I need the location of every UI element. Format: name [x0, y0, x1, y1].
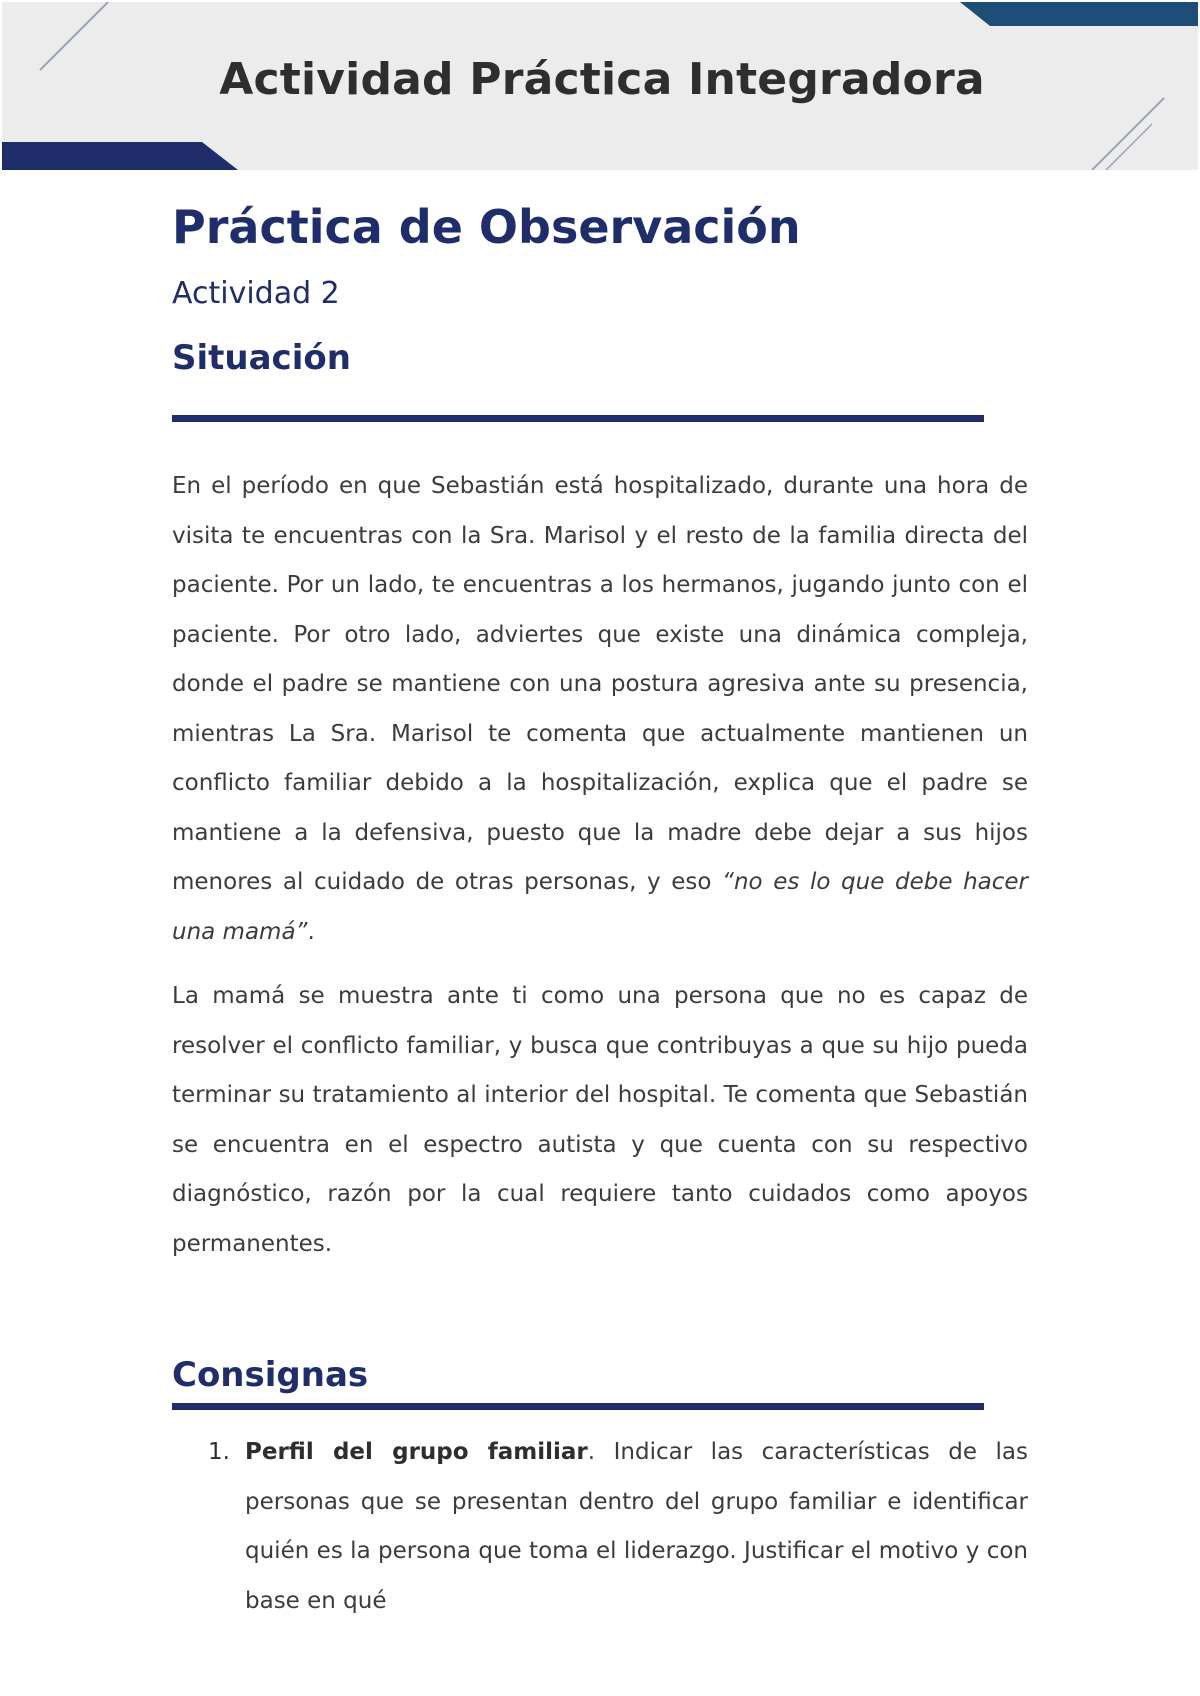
header-title: Actividad Práctica Integradora [219, 54, 985, 105]
decor-wedge-left [2, 142, 238, 170]
document-subtitle: Actividad 2 [172, 276, 340, 311]
paragraph-text: En el período en que Sebastián está hospitalizado, durante una hora de visita te encuentras con la Sra. Marisol y el resto de la familia directa del paciente. Por un lado, te encuentras a los hermanos, jugando junto con el paciente. Por otro lado, adviertes que existe una dinámica compleja, donde el padre se mantiene con una postura agresiva ante su presencia, mientras La Sra. Marisol te comenta que actualmente mantienen un conflicto familiar debido a la hospitalización, explica que el padre se mantiene a la defensiva, puesto que la madre debe dejar a sus hijos menores al cuidado de otras personas, y eso [172, 473, 1028, 895]
document-title: Práctica de Observación [172, 200, 801, 254]
instructions-heading: Consignas [172, 1355, 369, 1395]
decor-line [1092, 98, 1164, 170]
situation-paragraph-1 [172, 462, 1028, 957]
instruction-item [172, 1428, 1028, 1626]
decor-line [58, 12, 98, 52]
item-lead: Perfil del grupo familiar [245, 1439, 588, 1465]
item-number: 1. [208, 1439, 230, 1465]
paragraph-quote: “no es lo que debe hacer una mamá” [172, 869, 1029, 945]
section-divider [172, 415, 984, 422]
situation-heading: Situación [172, 338, 351, 378]
document-body [172, 190, 1028, 1626]
decor-line [1106, 124, 1152, 170]
item-text: . Indicar las características de las personas que se presentan dentro del grupo familiar e identificar quién es la persona que toma el liderazgo. Justificar el motivo y con base en qué [245, 1439, 1028, 1614]
paragraph-end: . [307, 918, 315, 945]
decor-stripe-right [960, 2, 1198, 26]
header-banner [2, 2, 1198, 170]
situation-paragraph-2: La mamá se muestra ante ti como una persona que no es capaz de resolver el conflicto familiar, y busca que contribuyas a que su hijo pueda terminar su tratamiento al interior del hospital. Te comenta que Sebastián se encuentra en el espectro autista y que cuenta con su respectivo diagnóstico, razón por la cual requiere tanto cuidados como apoyos permanentes. [172, 983, 1028, 1257]
section-divider [172, 1403, 984, 1410]
